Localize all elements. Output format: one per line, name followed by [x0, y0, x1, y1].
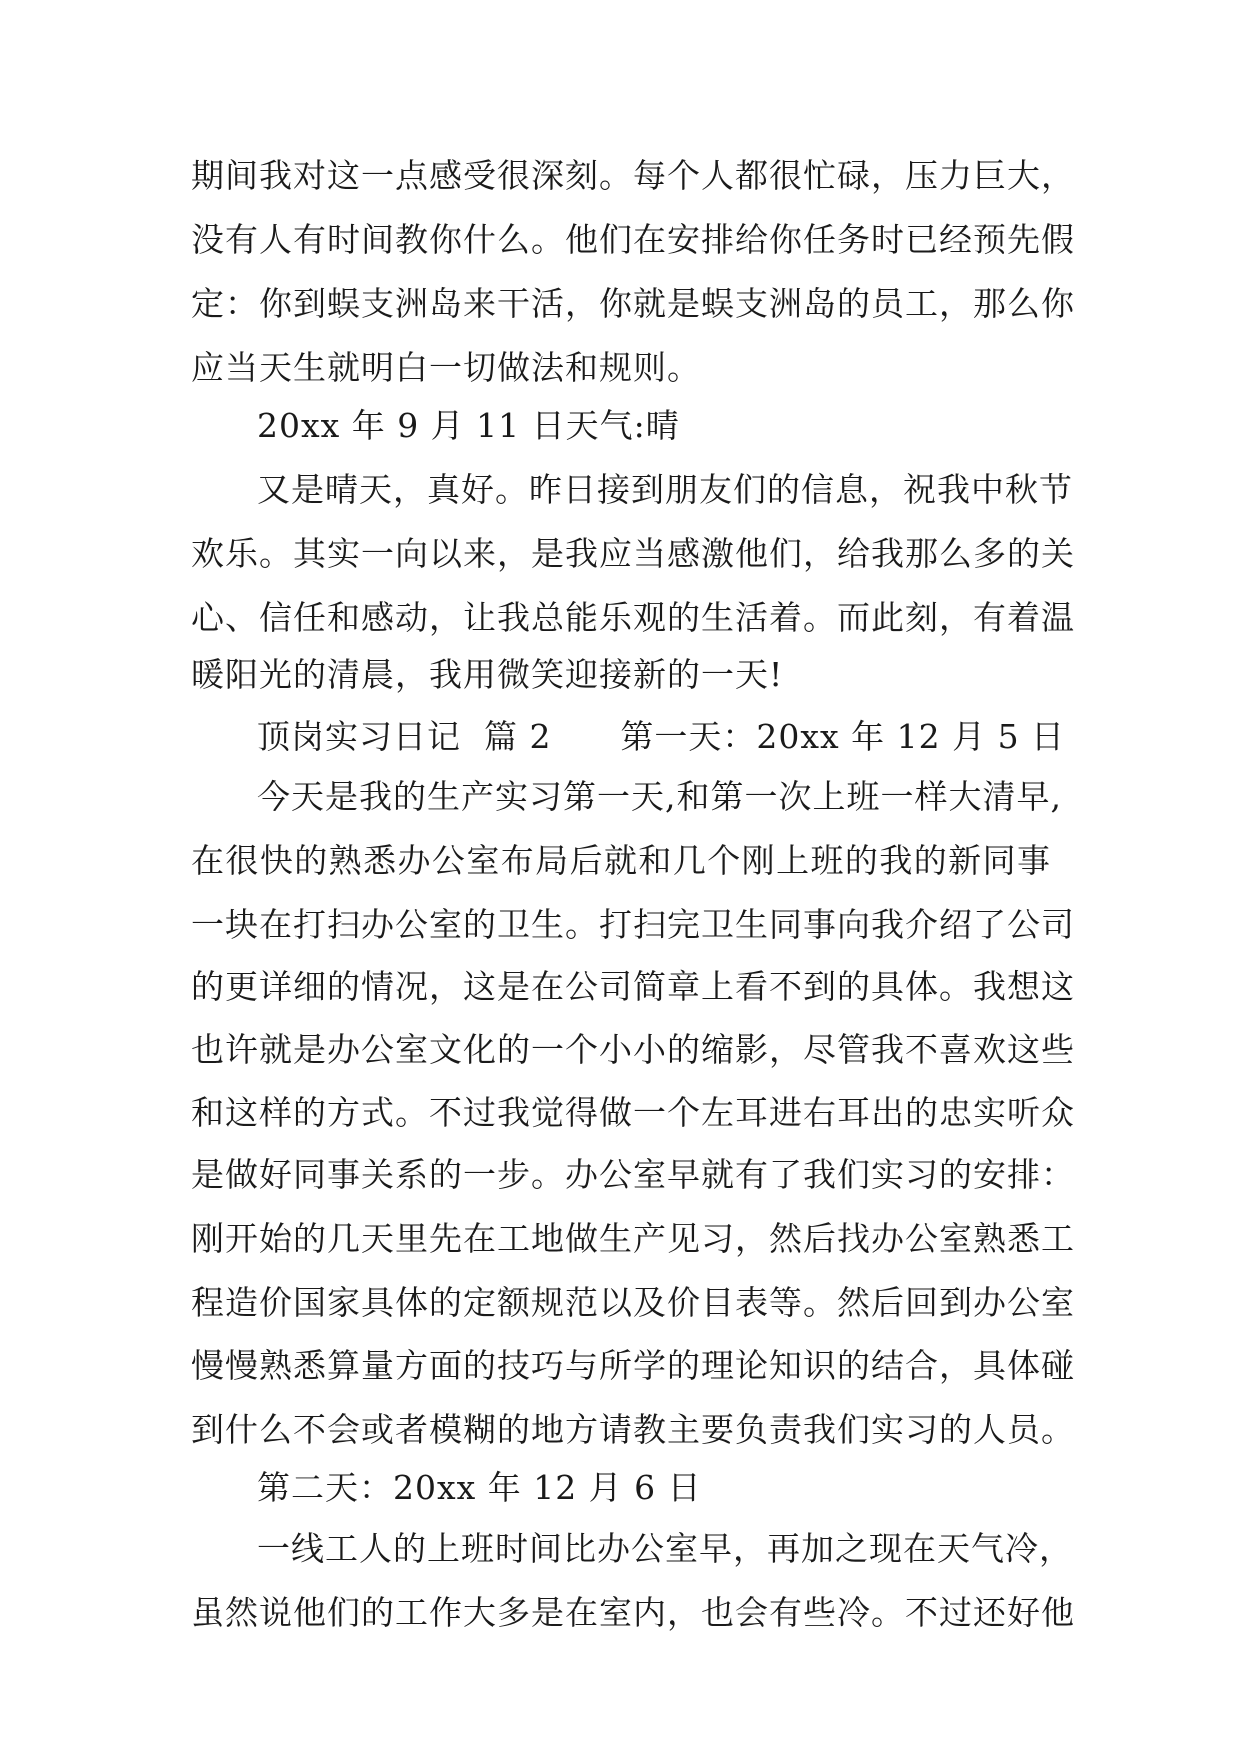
text-line: 虽然说他们的工作大多是在室内，也会有些冷。不过还好他	[191, 1593, 1075, 1632]
date-heading: 第二天：20xx 年 12 月 6 日	[257, 1468, 702, 1507]
text-line: 的更详细的情况，这是在公司简章上看不到的具体。我想这	[191, 967, 1075, 1006]
text-line: 定：你到蜈支洲岛来干活，你就是蜈支洲岛的员工，那么你	[191, 284, 1075, 323]
text-line: 慢慢熟悉算量方面的技巧与所学的理论知识的结合，具体碰	[191, 1346, 1075, 1385]
date-heading: 20xx 年 9 月 11 日天气:晴	[257, 406, 680, 445]
text-line: 也许就是办公室文化的一个小小的缩影，尽管我不喜欢这些	[191, 1030, 1075, 1069]
text-line: 一块在打扫办公室的卫生。打扫完卫生同事向我介绍了公司	[191, 905, 1075, 944]
text-line: 程造价国家具体的定额规范以及价目表等。然后回到办公室	[191, 1283, 1075, 1322]
text-line: 欢乐。其实一向以来，是我应当感激他们，给我那么多的关	[191, 534, 1075, 573]
text-line: 是做好同事关系的一步。办公室早就有了我们实习的安排：	[191, 1155, 1075, 1194]
text-line: 暖阳光的清晨，我用微笑迎接新的一天!	[191, 655, 784, 694]
text-line: 和这样的方式。不过我觉得做一个左耳进右耳出的忠实听众	[191, 1093, 1075, 1132]
text-line: 今天是我的生产实习第一天,和第一次上班一样大清早,	[257, 777, 1062, 816]
text-line: 刚开始的几天里先在工地做生产见习，然后找办公室熟悉工	[191, 1219, 1075, 1258]
text-line: 又是晴天，真好。昨日接到朋友们的信息，祝我中秋节	[257, 470, 1073, 509]
text-line: 到什么不会或者模糊的地方请教主要负责我们实习的人员。	[191, 1410, 1075, 1449]
text-line: 在很快的熟悉办公室布局后就和几个刚上班的我的新同事	[191, 841, 1051, 880]
text-line: 应当天生就明白一切做法和规则。	[191, 348, 701, 387]
text-line: 一线工人的上班时间比办公室早，再加之现在天气冷，	[257, 1529, 1073, 1568]
text-line: 心、信任和感动，让我总能乐观的生活着。而此刻，有着温	[191, 598, 1075, 637]
section-heading: 顶岗实习日记 篇 2 第一天：20xx 年 12 月 5 日	[257, 717, 1066, 756]
text-line: 期间我对这一点感受很深刻。每个人都很忙碌，压力巨大，	[191, 156, 1075, 195]
text-line: 没有人有时间教你什么。他们在安排给你任务时已经预先假	[191, 220, 1075, 259]
